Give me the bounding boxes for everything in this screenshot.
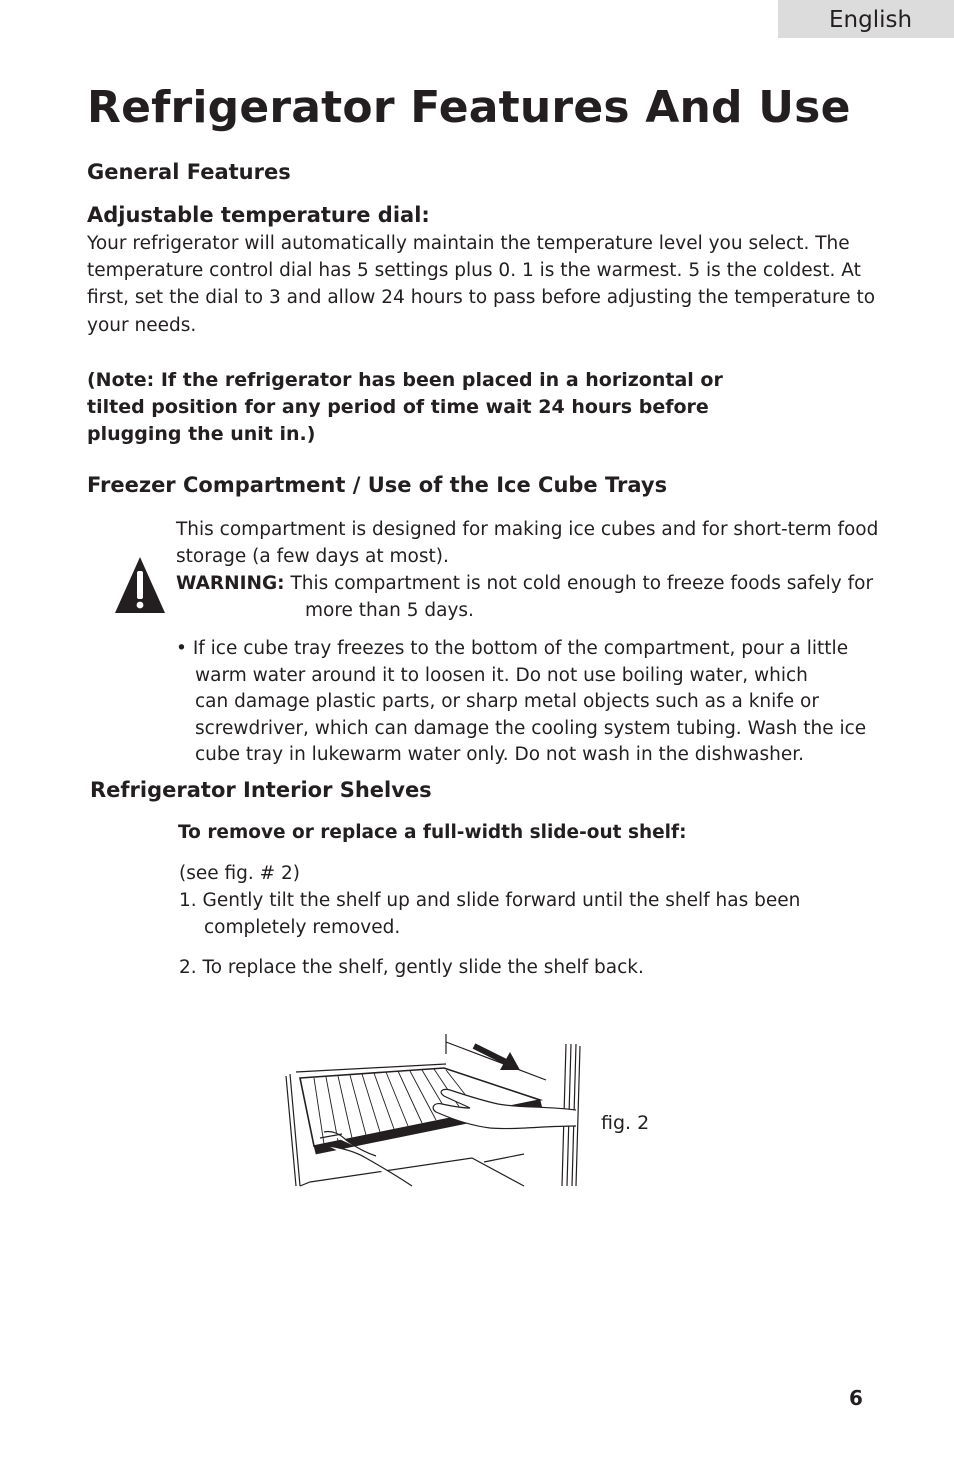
step-1-text: Gently tilt the shelf up and slide forward until the shelf has been <box>202 890 801 911</box>
freezer-intro-line: storage (a few days at most). <box>176 546 449 567</box>
warning-continuation: more than 5 days. <box>305 600 474 621</box>
dial-line: temperature control dial has 5 settings plus 0. 1 is the warmest. 5 is the coldest. At <box>87 260 861 281</box>
dial-heading: Adjustable temperature dial: <box>87 203 430 227</box>
warning-triangle-icon <box>113 555 167 615</box>
dial-line: your needs. <box>87 315 197 336</box>
step-1-number: 1. <box>179 890 197 911</box>
warning-line <box>176 570 878 597</box>
freezer-heading: Freezer Compartment / Use of the Ice Cube Trays <box>87 473 668 497</box>
bullet-line: cube tray in lukewarm water only. Do not wash in the dishwasher. <box>195 744 805 765</box>
language-label: English <box>829 7 913 33</box>
ice-tray-bullet <box>176 636 866 769</box>
bullet-line: warm water around it to loosen it. Do not use boiling water, which <box>195 664 808 686</box>
bullet-mark: • <box>176 638 187 659</box>
freezer-intro <box>176 516 878 624</box>
note-paragraph <box>87 367 723 448</box>
language-tab <box>778 0 954 38</box>
bullet-line: can damage plastic parts, or sharp metal objects such as a knife or <box>195 691 819 712</box>
shelf-instructions <box>179 860 800 981</box>
bullet-text: If ice cube tray freezes to the bottom of the compartment, pour a little <box>192 638 849 659</box>
shelves-heading: Refrigerator Interior Shelves <box>90 778 432 802</box>
note-line: plugging the unit in.) <box>87 423 316 445</box>
dial-line: first, set the dial to 3 and allow 24 hours to pass before adjusting the temperature to <box>87 287 876 308</box>
shelf-subheading: To remove or replace a full-width slide-out shelf: <box>178 822 687 843</box>
warning-text: This compartment is not cold enough to freeze foods safely for <box>290 573 874 594</box>
step-2-number: 2. <box>179 957 197 978</box>
step-1-continuation: completely removed. <box>204 917 401 938</box>
note-line: (Note: If the refrigerator has been placed in a horizontal or <box>87 369 723 391</box>
bullet-line: screwdriver, which can damage the cooling system tubing. Wash the ice <box>195 717 867 739</box>
freezer-intro-line: This compartment is designed for making ice cubes and for short-term food <box>176 519 879 540</box>
shelf-removal-illustration <box>284 1034 584 1189</box>
see-fig-text: (see fig. # 2) <box>179 863 301 884</box>
dial-paragraph <box>87 230 875 339</box>
figure-caption: fig. 2 <box>601 1112 650 1134</box>
bullet-line <box>176 636 866 663</box>
warning-label: WARNING: <box>176 573 285 594</box>
step-2 <box>179 954 800 981</box>
step-1 <box>179 887 800 914</box>
step-2-text: To replace the shelf, gently slide the shelf back. <box>202 957 644 978</box>
page-title: Refrigerator Features And Use <box>87 82 851 133</box>
note-line: tilted position for any period of time wait 24 hours before <box>87 396 709 418</box>
page-number: 6 <box>849 1386 863 1410</box>
dial-line: Your refrigerator will automatically maintain the temperature level you select. The <box>87 233 850 254</box>
general-features-heading: General Features <box>87 160 291 184</box>
